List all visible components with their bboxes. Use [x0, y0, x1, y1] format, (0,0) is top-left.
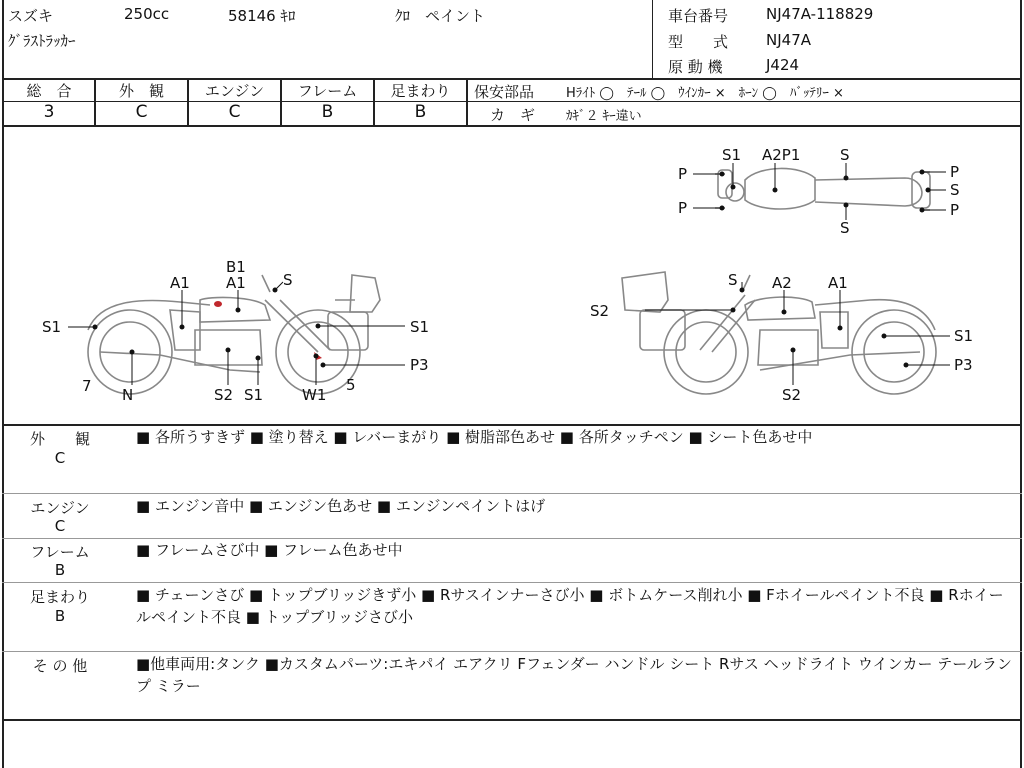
grade-label-overall: 総 合	[26, 82, 72, 100]
remark-title-other: そ の 他	[32, 657, 88, 675]
color: ｸﾛ ペイント	[395, 7, 486, 25]
remark-grade-frame: B	[54, 561, 66, 579]
maker: スズキ	[8, 7, 54, 25]
grade-value-suspension: B	[414, 102, 427, 122]
top-label-s-rear: S	[950, 181, 960, 199]
right-side-bike	[590, 271, 973, 404]
top-view-bike	[678, 146, 960, 237]
safety-label: 保安部品	[474, 83, 535, 101]
left-label-s2: S2	[214, 386, 234, 404]
grade-value-overall: 3	[43, 102, 55, 122]
top-label-a2p1: A2P1	[762, 146, 801, 164]
right-label-p3: P3	[954, 356, 973, 374]
grade-label-exterior: 外 観	[118, 82, 164, 100]
right-label-a1: A1	[828, 274, 848, 292]
mileage: 58146 ｷﾛ	[228, 7, 296, 25]
type-label: 型 式	[668, 33, 729, 51]
damage-diagram	[0, 127, 1024, 423]
right-label-s-handle: S	[728, 271, 738, 289]
safety-items: Hﾗｲﾄ ◯ ﾃｰﾙ ◯ ｳｲﾝｶｰ × ﾎｰﾝ ◯ ﾊﾞｯﾃﾘｰ ×	[566, 86, 844, 101]
remark-text-suspension: ■ チェーンさび ■ トップブリッジきず小 ■ Rサスインナーさび小 ■ ボトムケース削れ小 ■ Fホイールペイント不良 ■ Rホイールペイント不良 ■ トップブリッジさび小	[136, 586, 1004, 626]
left-label-p3: P3	[410, 356, 429, 374]
left-label-n: N	[122, 386, 134, 404]
top-label-p-front-lower: P	[678, 199, 688, 217]
remarks-line-1	[2, 493, 1022, 494]
top-label-p-rear-upper: P	[950, 163, 960, 181]
left-label-w1: W1	[302, 386, 327, 404]
model-name: ｸﾞﾗｽﾄﾗｯｶｰ	[8, 32, 76, 50]
top-label-p-front-upper: P	[678, 165, 688, 183]
left-label-s1-front: S1	[410, 318, 430, 336]
grade-divider-5	[466, 78, 468, 126]
remark-grade-suspension: B	[54, 607, 66, 625]
right-label-s1: S1	[954, 327, 974, 345]
grade-label-suspension: 足まわり	[390, 82, 451, 100]
top-label-p-rear-lower: P	[950, 201, 960, 219]
remark-title-engine: エンジン	[30, 499, 90, 517]
key-value: ｶｷﾞ２ ｷｰ違い	[566, 109, 642, 124]
grade-value-engine: C	[228, 102, 241, 122]
left-label-s-handle: S	[283, 271, 293, 289]
safety-mid-line	[468, 101, 1022, 102]
remarks-line-4	[2, 651, 1022, 652]
left-side-bike	[42, 258, 429, 404]
grade-label-engine: エンジン	[204, 82, 265, 100]
left-label-7: 7	[82, 377, 92, 395]
header-divider	[652, 0, 653, 78]
remark-title-suspension: 足まわり	[29, 588, 90, 606]
engine-value: J424	[766, 56, 800, 74]
remark-text-frame: ■ フレームさび中 ■ フレーム色あせ中	[136, 541, 403, 559]
right-label-a2: A2	[772, 274, 792, 292]
remarks-bottom-line	[2, 719, 1022, 721]
key-label: カ ギ	[490, 106, 536, 124]
left-label-a1-tank: A1	[226, 274, 246, 292]
top-label-s1: S1	[722, 146, 742, 164]
grade-value-exterior: C	[135, 102, 148, 122]
left-label-b1: B1	[226, 258, 246, 276]
remark-grade-engine: C	[54, 517, 66, 535]
left-label-a1-side: A1	[170, 274, 190, 292]
remark-title-frame: フレーム	[30, 543, 90, 561]
top-label-s-upper: S	[840, 146, 850, 164]
frame-no: NJ47A-118829	[766, 5, 874, 23]
grade-value-frame: B	[321, 102, 334, 122]
remark-title-exterior: 外 観	[29, 430, 90, 448]
top-label-s-lower: S	[840, 219, 850, 237]
remarks-line-3	[2, 582, 1022, 583]
frame-no-label: 車台番号	[668, 7, 729, 25]
left-label-s1-engine: S1	[244, 386, 264, 404]
grade-label-frame: フレーム	[297, 82, 358, 100]
engine-label: 原 動 機	[668, 58, 723, 76]
remark-text-exterior: ■ 各所うすきず ■ 塗り替え ■ レバーまがり ■ 樹脂部色あせ ■ 各所タッチペン ■ シート色あせ中	[136, 428, 813, 446]
right-label-s2-front: S2	[590, 302, 610, 320]
type-value: NJ47A	[766, 31, 811, 49]
remark-text-engine: ■ エンジン音中 ■ エンジン色あせ ■ エンジンペイントはげ	[136, 497, 546, 515]
right-label-s2-engine: S2	[782, 386, 802, 404]
displacement: 250cc	[124, 5, 170, 23]
left-label-s1-rear: S1	[42, 318, 62, 336]
left-label-5: 5	[346, 376, 356, 394]
remark-text-other: ■他車両用:タンク ■カスタムパーツ:エキパイ エアクリ Fフェンダー ハンドル シート Rサス ヘッドライト ウインカー テールランプ ミラー	[136, 655, 1012, 695]
remark-grade-exterior: C	[54, 449, 66, 467]
